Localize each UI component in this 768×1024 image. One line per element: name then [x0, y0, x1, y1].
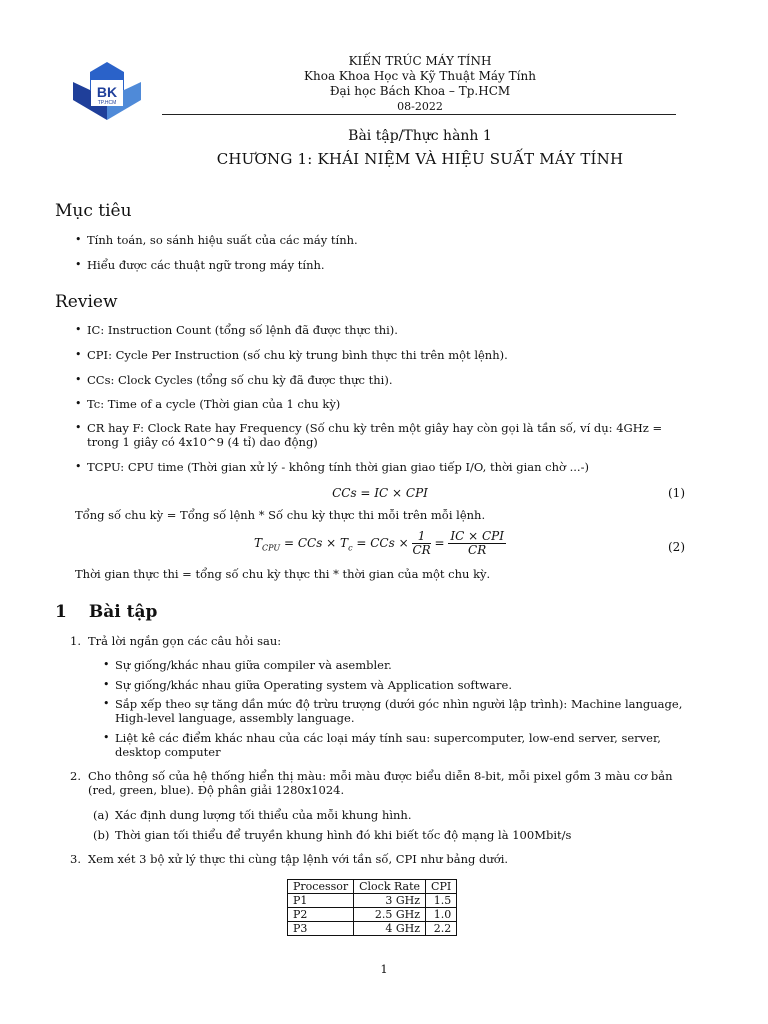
table-cell: 1.0	[426, 908, 457, 922]
list-item: • TCPU: CPU time (Thời gian xử lý - không tính thời gian giao tiếp I/O, thời gian chờ ...-)	[75, 460, 589, 474]
list-item: (b) Thời gian tối thiểu để truyền khung hình đó khi biết tốc độ mạng là 100Mbit/s	[93, 828, 572, 842]
equation-2-number: (2)	[668, 540, 685, 554]
table-cell: P1	[288, 894, 354, 908]
lab-title: Bài tập/Thực hành 1	[348, 128, 492, 144]
table-header: Processor	[288, 880, 354, 894]
equation-1-body: CCs = IC × CPI	[332, 486, 428, 500]
table-header: CPI	[426, 880, 457, 894]
university-name: Đại học Bách Khoa – Tp.HCM	[329, 84, 511, 98]
logo-subtext: TP.HCM	[97, 100, 117, 106]
list-item: • CCs: Clock Cycles (tổng số chu kỳ đã được thực thi).	[75, 373, 393, 387]
objectives-heading: Mục tiêu	[55, 201, 132, 221]
list-item: • CR hay F: Clock Rate hay Frequency (Số chu kỳ trên một giây hay còn gọi là tần số, ví dụ: 4GHz = trong 1 giây có 4x10^9 (4 tỉ) dao động)	[75, 421, 663, 449]
table-row	[288, 894, 457, 908]
list-item: • Hiểu được các thuật ngữ trong máy tính.	[75, 258, 325, 272]
list-item: • Tc: Time of a cycle (Thời gian của 1 chu kỳ)	[75, 397, 341, 411]
course-name: KIẾN TRÚC MÁY TÍNH	[348, 54, 492, 68]
question-1: 1. Trả lời ngắn gọn các câu hỏi sau:	[70, 634, 282, 648]
exercises-heading: 1 Bài tập	[55, 602, 158, 622]
table-cell: 2.2	[426, 922, 457, 936]
table-row	[288, 922, 457, 936]
list-item: • CPI: Cycle Per Instruction (số chu kỳ trung bình thực thi trên một lệnh).	[75, 348, 508, 362]
table-cell: 4 GHz	[354, 922, 426, 936]
equation-2	[75, 530, 685, 562]
list-item: • Tính toán, so sánh hiệu suất của các máy tính.	[75, 233, 358, 247]
equation-2-body: $T_{CPU}$ = CCs × $T_c$ = CCs × $\frac{1}{CR}$ = $\frac{\text{IC × CPI}}{CR}$	[254, 529, 504, 557]
logo-text: BK	[96, 84, 118, 100]
table-row	[288, 908, 457, 922]
page-number: 1	[380, 962, 388, 976]
equation-1-number: (1)	[668, 486, 685, 500]
date: 08-2022	[397, 100, 443, 113]
question-3: 3. Xem xét 3 bộ xử lý thực thi cùng tập lệnh với tần số, CPI như bảng dưới.	[70, 852, 509, 866]
list-item: • Sắp xếp theo sự tăng dần mức độ trừu trượng (dưới góc nhìn người lập trình): Machine language, High-level language, assembly language.	[103, 697, 683, 725]
equation-1	[75, 486, 685, 502]
table-cell: P2	[288, 908, 354, 922]
table-cell: 1.5	[426, 894, 457, 908]
faculty-name: Khoa Khoa Học và Kỹ Thuật Máy Tính	[304, 69, 536, 83]
table-cell: 2.5 GHz	[354, 908, 426, 922]
table-header-row	[288, 880, 457, 894]
header-divider	[162, 114, 676, 115]
list-item: • Sự giống/khác nhau giữa Operating system và Application software.	[103, 678, 512, 692]
list-item: • Liệt kê các điểm khác nhau của các loại máy tính sau: supercomputer, low-end server, server, desktop computer	[103, 731, 661, 759]
table-header: Clock Rate	[354, 880, 426, 894]
university-logo	[72, 60, 142, 126]
review-heading: Review	[55, 292, 118, 312]
list-item: (a) Xác định dung lượng tối thiểu của mỗi khung hình.	[93, 808, 412, 822]
question-2: 2. Cho thông số của hệ thống hiển thị màu: mỗi màu được biểu diễn 8-bit, mỗi pixel gồm 3 màu cơ bản (red, green, blue). Độ phân giải 1280x1024.	[70, 769, 673, 797]
list-item: • Sự giống/khác nhau giữa compiler và asembler.	[103, 658, 392, 672]
equation-1-note: Tổng số chu kỳ = Tổng số lệnh * Số chu kỳ thực thi mỗi trên mỗi lệnh.	[75, 508, 486, 522]
equation-2-note: Thời gian thực thi = tổng số chu kỳ thực thi * thời gian của một chu kỳ.	[75, 567, 491, 581]
processor-table	[287, 879, 457, 936]
table-cell: 3 GHz	[354, 894, 426, 908]
list-item: • IC: Instruction Count (tổng số lệnh đã được thực thi).	[75, 323, 398, 337]
table-cell: P3	[288, 922, 354, 936]
chapter-title: CHƯƠNG 1: KHÁI NIỆM VÀ HIỆU SUẤT MÁY TÍNH	[216, 150, 624, 168]
